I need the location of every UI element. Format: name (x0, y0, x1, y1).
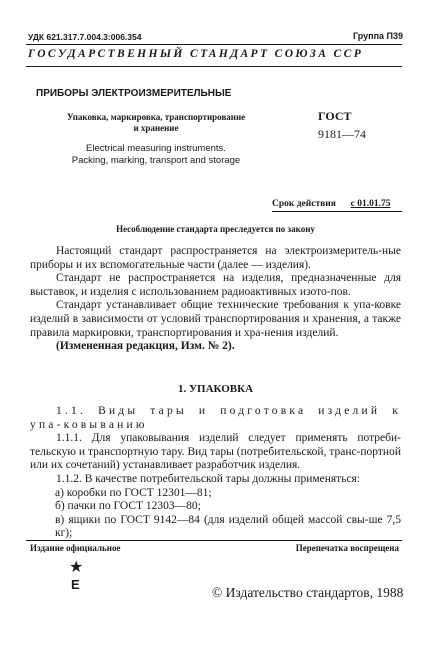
intro-paragraph: Стандарт не распространяется на изделия, предназначенные для выставок, и изделия с использованием радиоактивных изото-пов. (30, 272, 401, 298)
clause-1-1-1: 1.1.1. Для упаковывания изделий следует применять потреби-тельскую и транспортную тару. Вид тары (потребительской, транс-портной или их сочетаний) устанавливает разработчик изделия. (30, 432, 401, 472)
validity-date: с 01.01.75 (350, 199, 391, 209)
list-item: в) ящики по ГОСТ 9142—84 (для изделий общей массой свы-ше 7,5 кг); (55, 513, 401, 540)
clause-1-1-2: 1.1.2. В качестве потребительской тары должны применяться: (56, 472, 361, 485)
footer-rule (26, 540, 402, 541)
subtitle-line-2: и хранение (133, 123, 179, 133)
copyright: © Издательство стандартов, 1988 (212, 585, 404, 600)
validity-label: Срок действия (272, 199, 336, 209)
english-title-line-1: Electrical measuring instruments. (86, 143, 226, 154)
edition-letter: Е (71, 577, 80, 592)
list-item: б) пачки по ГОСТ 12303—80; (55, 500, 201, 513)
subtitle-line-1: Упаковка, маркировка, транспортирование (66, 112, 246, 122)
intro-paragraph: Стандарт устанавливает общие технические требования к упа-ковке изделий в зависимости от условий транспортирования и хранения, а также правила маркировки, транспортирования и хра-нения изделий. (30, 299, 401, 339)
clause-1-1: 1.1. Виды тары и подготовка изделий к упа-ковыванию (30, 405, 401, 431)
english-title-line-2: Packing, marking, transport and storage (71, 154, 241, 166)
reprint-prohibited: Перепечатка воспрещена (295, 543, 399, 553)
legal-notice: Несоблюдение стандарта преследуется по закону (116, 224, 315, 234)
section-heading: 1. УПАКОВКА (177, 383, 254, 395)
clauses-section (30, 405, 401, 541)
amendment-note: (Измененная редакция, Изм. № 2). (56, 340, 235, 353)
group-code: Группа П39 (352, 31, 403, 41)
intro-section (30, 245, 401, 354)
list-item: а) коробки по ГОСТ 12301—81; (55, 486, 212, 499)
intro-paragraph: Настоящий стандарт распространяется на электроизмеритель-ные приборы и их вспомогательные части (далее — изделия). (30, 245, 401, 271)
udc-code: УДК 621.317.7.004.3:006.354 (28, 32, 142, 42)
header-bottom-rule (26, 66, 402, 67)
document-title: ПРИБОРЫ ЭЛЕКТРОИЗМЕРИТЕЛЬНЫЕ (36, 88, 232, 99)
validity-rule (272, 211, 402, 212)
official-edition: Издание официальное (30, 543, 121, 553)
star-icon: ★ (69, 557, 84, 576)
header-top-rule (26, 44, 402, 45)
standard-banner: ГОСУДАРСТВЕННЫЙ СТАНДАРТ СОЮЗА ССР (28, 48, 364, 60)
english-title (36, 143, 276, 166)
gost-number: 9181—74 (318, 127, 366, 141)
gost-label: ГОСТ (318, 109, 352, 123)
validity (272, 199, 390, 209)
subtitle (36, 112, 276, 134)
